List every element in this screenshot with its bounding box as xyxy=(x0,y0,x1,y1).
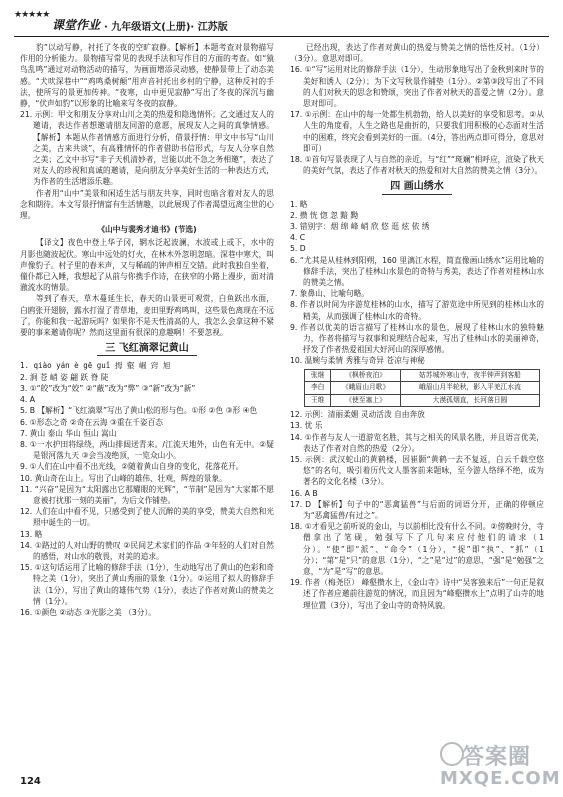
answer-item: 12. 人们在山中看不见，只感受到了使人沉醉的美的享受，赞美大自然和光照中诞生的一切。 xyxy=(20,507,274,528)
answer-item: 【译文】夜色中登上华子冈，辋水泛起波澜，水波或上或下，水中的月影也随波起伏。寒山中远处的灯火，在林木外忽明忽暗。深巷中寒犬，叫声像豹子。村子里的舂米声，又与稀疏的钟声相互交错。此时我独自坐着，僮仆都已入睡，我想起了从前与你携手作诗，在狭窄的小路上漫步，面对清澈流水的情景。 xyxy=(20,238,274,293)
answer-item: 21. 示例：甲文和朋友分享对山川之美的热爱和隐逸情怀；乙文通过友人的邀请，表达作者想邀请朋友同游的意愿，展现友人之间的真挚情感。【解析】本题从作者情感方面进行分析，借景抒情：甲文中书写“山川之美，古来共谈”，有高雅情怀的作者借助书信形式，与友人分享自然之美；乙文中书写“非子天机清妙者，岂能以此不急之务相邀”，表达了对友人的珍视和真诚的邀请，是向朋友分享美好生活的一种表达方式，为作者的生活增添乐趣。 xyxy=(20,110,274,187)
poet-table-cell: 《枫桥夜泊》 xyxy=(331,369,401,382)
answer-item: 18. ①才看见之前听说的金山，与以前相比没有什么不同。②傍晚时分，寺僧拿出了笔砚，勉强写下了几句来应付他们的请求（1分）。“使”即“派”、“命令”（1分），“捉”即“执”、“抓”（1分）；“第”是“只”的意思（1分），“之”是“过”的意思，“强”是“勉强”之意，“为”是“写”的意思。 xyxy=(290,522,544,577)
answer-item: 1. qiào yán è gē guǐ 拇 壑 崛 窍 旭 xyxy=(20,361,171,371)
answer-item: 16. ①“写”运用对比的修辞手法（1分），生动形象地写出了金秋到来时节的美好和诱人（2分）；为下文写秋景作铺垫（1分）。②第③段写出了不同的人们对秋天的思念和赞颂，突出了作者对秋天的喜爱之情（2分）。意思对即可。 xyxy=(290,65,544,109)
answer-item: 5. D xyxy=(290,244,306,254)
answer-item: 2. 攒 恍 惚 忽 黯 黝 xyxy=(290,210,359,220)
answer-item: 15. 示例：武汉蛇山的黄鹤楼，因崔颢“黄鹤一去不复返，白云千载空悠悠”的名句，吸引着历代文人墨客前来题咏，至今游人络绎不绝，成为著名的文化名楼（3分）。 xyxy=(290,455,544,487)
answer-item: 4. C xyxy=(290,233,306,243)
brand-title: 课堂作业 xyxy=(52,18,101,32)
answer-item: 17. D 【解析】句子中的“恶禽猛兽”与后面的词语分开，正确的停顿应为“恶禽猛兽/有过之”。 xyxy=(290,499,544,521)
poet-table xyxy=(304,369,540,408)
answer-item: 19. 作者（梅尧臣） 峰壑攒水上，《金山寺》诗中“吴客独来后”一句正是叙述了作者应邀前往游览的情况，而且因为“峰壑攒水上”点明了山寺的地理位置（3分），写出了金山寺的奇特风貌。 xyxy=(290,578,544,610)
section-heading xyxy=(20,343,274,356)
answer-item: 12. 示例：清丽柔媚 灵动活泼 自由奔放 xyxy=(290,410,425,420)
right-answer-column xyxy=(290,42,544,762)
answer-item: 2. 涧 苍 峭 姿 翩 跃 脊 陡 xyxy=(20,372,109,382)
answer-item: 16. A B xyxy=(290,488,318,498)
answer-item: 10. 温婉与柔情 秀雅与奇异 苍凉与神秘 xyxy=(290,356,425,366)
page-header xyxy=(14,6,549,37)
answer-item: 7. 象鼻山、比喻句略。 xyxy=(290,289,369,299)
stars-decoration-icon: ★★★★★ xyxy=(14,10,50,20)
answer-item: 8. 作者以时间为序游览桂林的山水，描写了游览途中所见到的桂林山水的精美，从而强调了桂林山水的奇特。 xyxy=(290,300,544,321)
answer-item: 14. ①路过的人对山野的赞叹 ②民间艺术家们的作品 ③年轻的人们对自然的感悟，对山水的敬畏，对美的追求。 xyxy=(20,540,274,561)
answer-item: 已经出现，表达了作者对黄山的热爱与赞美之情的悟性反衬。（1分）（3分）。意思对即可。 xyxy=(290,43,544,64)
section-heading-text: 四 画山绣水 xyxy=(382,181,451,194)
answer-item: 7. 黄山 泰山 华山 恒山 嵩山 xyxy=(20,428,117,438)
poet-table-cell: 《峨眉山月歌》 xyxy=(331,382,401,395)
answer-item: 豹”以动写静，衬托了冬夜的空旷寂静。【解析】本题考查对景物描写作用的分析能力。景物描写常见的表现手法和写作目的方面的考查。如“猿鸟乱鸣”通过对动物活动的描写，为画面增添灵动感，使静景带上了动态美感。“犬吠深巷中”“鸡鸣桑树颠”用声音衬托出乡村的宁静，这种反衬的手法，使所写的景更加传神。“夜寒，山中更见寂静”写出了冬夜的深沉与幽静，“伏声如豹”以形象的比喻来写冬夜的寂静。 xyxy=(20,43,274,109)
page-number: 124 xyxy=(20,776,41,787)
answer-item: 作者用“山中”美景和闲适生活与朋友共享，同时也暗含着对友人的思念和期待。本文写景抒情富有生活情趣，以此展现了作者渴望远离尘世的心理。 xyxy=(20,188,274,221)
watermark-text-cn: 答案圈 xyxy=(462,745,532,770)
poet-table-cell: 姑苏城外寒山寺，夜半钟声到客船 xyxy=(400,369,539,382)
answer-item: 3. ①“皎”改为“姣” ②“蔽”改为“弊” ③“新”改为“新” xyxy=(20,383,196,393)
poet-table-cell: 王维 xyxy=(305,394,331,407)
book-subtitle: · 九年级语文(上册)· 江苏版 xyxy=(104,22,228,33)
answer-item: 13. 略 xyxy=(20,529,43,539)
answer-item: 9. ①人们在山中看不出光线，②随着黄山自身的变化，花落花开。 xyxy=(20,462,244,472)
answer-item: 13. 忧 乐 xyxy=(290,421,323,431)
poet-table-cell: 李白 xyxy=(305,382,331,395)
answer-item: 18. ①首句写景表现了人与自然的亲近，与“红”“斑斓”相呼应，渲染了秋天的美好气氛，表达了作者对秋天的热爱和对大自然的赞美之情（3分）。 xyxy=(290,155,544,176)
answer-item: 4. A xyxy=(20,395,36,405)
answer-item: 6. “尤其是从桂林到阳朔，160 里漓江水程，简直像画山绣水”运用比喻的修辞手法，突出了桂林山水景色的奇特与秀美，表达了作者对桂林山水的赞美之情。 xyxy=(290,255,544,288)
watermark-text-en: MXQE.COM xyxy=(440,768,561,789)
answer-item: 10. 黄山奇在山上。写出了山峰的雄伟、壮观，辉煌的景象。 xyxy=(20,473,227,483)
answer-item: 3. 错别字：烟 绵 峰 峭 欣 悠 逛 炫 依 绣 xyxy=(290,222,430,232)
answer-item: 等到了春天，草木蔓延生长，春天的山景更可观赏，白鱼跃出水面，白鸥张开翅膀，露水打湿了青草地，麦田里野鸡鸣叫，这些景色离现在不远了，你能和我一起游玩吗？如果你不是天性清高的人，我怎么会拿这种不紧要的事来邀请你呢？然而这里面有很深的意趣啊！不要忽视。 xyxy=(20,294,274,338)
poet-table-cell: 峨眉山月半轮秋，影入平羌江水流 xyxy=(400,382,539,395)
poet-table-cell: 《使至塞上》 xyxy=(331,394,401,407)
answer-item: 15. ①这句话运用了比喻的修辞手法（1分），生动地写出了黄山的色彩和奇特之美（1分），突出了黄山秀丽的景象（1分）。②运用了拟人的修辞手法（1分），写出了黄山的雄伟气势（1分），表达了作者对黄山的赞美之情（1分）。 xyxy=(20,563,274,606)
poet-table-row xyxy=(305,369,540,382)
answer-item: 16. ①颜色 ②动态 ③光影之美 （3分）。 xyxy=(20,607,156,617)
poet-table-cell: 张继 xyxy=(305,369,331,382)
answer-item: 9. 作者以优美的语言描写了桂林山水的景色，展现了桂林山水的独特魅力，作者将描写与叙事和说理结合起来，写出了桂林山水的美丽神奇，抒发了作者热爱祖国大好河山的深厚感情。 xyxy=(290,322,544,355)
watermark-logo xyxy=(440,740,561,792)
answer-item: 1. 略 xyxy=(290,199,308,209)
answer-item: 6. ①形态之奇 ②奇在云海 ③重在千姿百态 xyxy=(20,417,163,427)
poet-table-cell: 大漠孤烟直，长河落日圆 xyxy=(400,394,539,407)
watermark-seal-icon xyxy=(440,742,464,766)
section-heading-text: 三 飞红滴翠记黄山 xyxy=(97,343,196,356)
answer-item: 14. ①作者与友人一道游览名胜，其与之相关的风景名胜，并且语言优美，表达了作者对自然的热爱（2分）。 xyxy=(290,432,544,453)
answer-item: 17. ①示例：在山中的每一处都生机勃勃，给人以美好的享受和思考。②从人生的角度看，人生之路也是曲折的，只要我们用积极的心态面对生活中的困难，终究会看到美好的一面。（4分，答出两点即可得分，意思对即可） xyxy=(290,110,544,153)
subheading: 《山中与裴秀才迪书》(节选) xyxy=(97,225,197,235)
section-heading xyxy=(290,181,544,194)
answer-item: 11. “兴奋”是因为“太阳露出它那耀眼的光辉”，“节制”是因为“大家都不愿意被打扰那一刻的美丽”，为后文作铺垫。 xyxy=(20,484,274,505)
answer-item: 5. B 【解析】“飞红滴翠”写出了黄山松的形与色。①形 ②色 ③形 ④色 xyxy=(20,406,258,416)
poet-table-row xyxy=(305,394,540,407)
answer-item: 8. ①一水护田将绿绕，两山排闼送青来。/江流天地外，山色有无中。②疑是银河落九天 ③会当凌绝顶，一览众山小。 xyxy=(20,439,274,461)
poet-table-row xyxy=(305,382,540,395)
left-answer-column xyxy=(20,42,274,762)
